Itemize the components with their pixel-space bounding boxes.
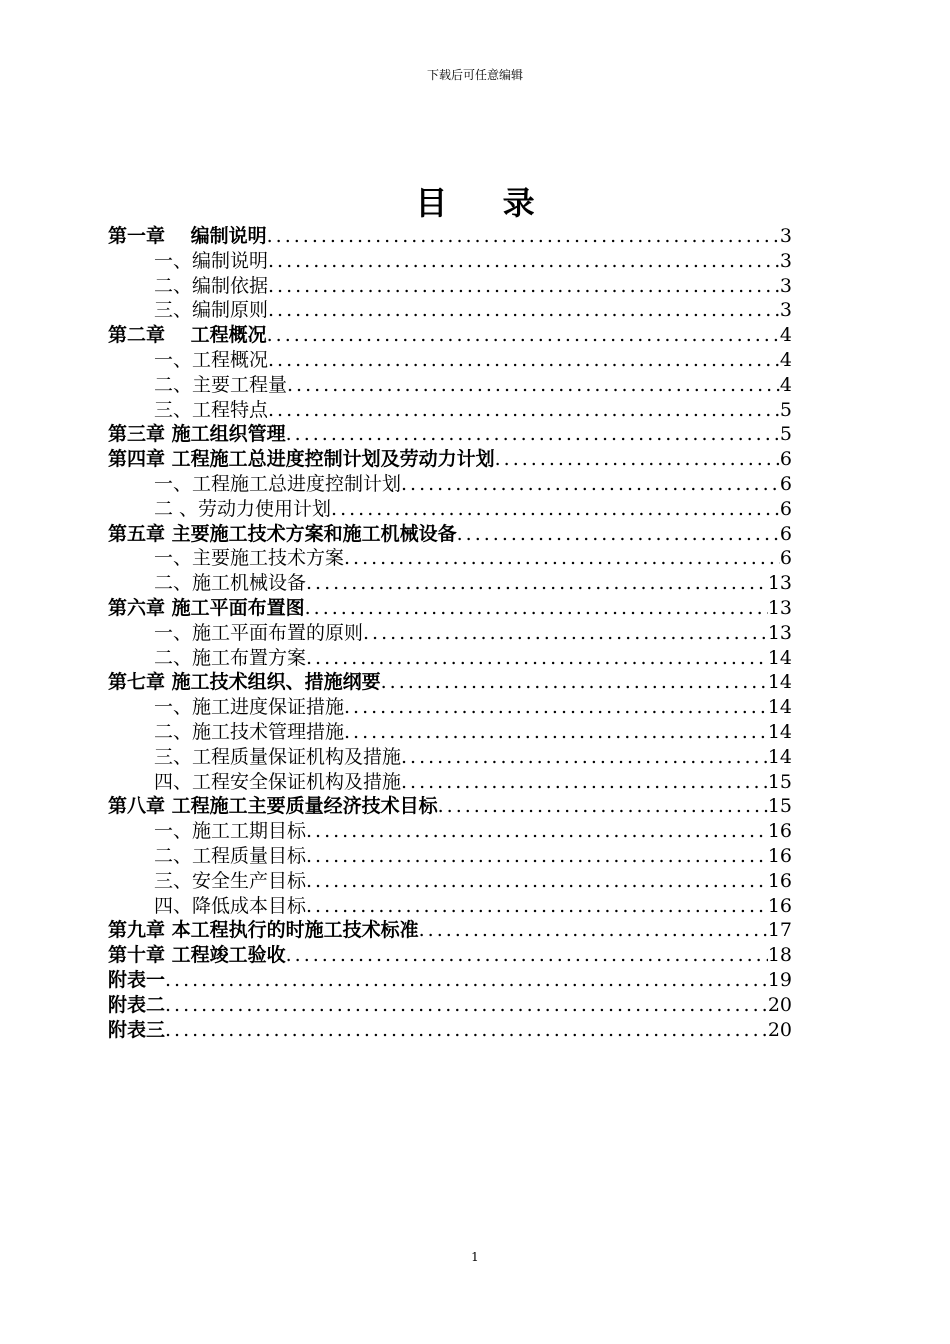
toc-dot-leader: [495, 447, 780, 472]
toc-section-entry[interactable]: [108, 497, 792, 522]
toc-dot-leader: [267, 323, 780, 348]
toc-entry-page: 14: [767, 745, 792, 768]
toc-title: 目 录: [415, 184, 557, 222]
toc-entry-page: 4: [779, 348, 792, 371]
toc-dot-leader: [363, 621, 768, 646]
toc-chapter-entry[interactable]: [108, 918, 792, 943]
toc-dot-leader: [401, 770, 768, 795]
toc-entry-label: 第十章 工程竣工验收: [108, 944, 286, 967]
toc-dot-leader: [165, 1018, 768, 1043]
toc-section-entry[interactable]: [108, 298, 792, 323]
toc-dot-leader: [331, 497, 780, 522]
toc-entry-page: 6: [779, 522, 792, 545]
toc-section-entry[interactable]: [108, 373, 792, 398]
toc-chapter-entry[interactable]: [108, 596, 792, 621]
toc-chapter-entry[interactable]: [108, 224, 792, 249]
toc-section-entry[interactable]: [108, 894, 792, 919]
toc-entry-label: 一、主要施工技术方案: [154, 547, 345, 570]
toc-dot-leader: [287, 373, 780, 398]
toc-entry-page: 14: [767, 696, 792, 719]
toc-chapter-entry[interactable]: [108, 943, 792, 968]
toc-dot-leader: [305, 596, 768, 621]
toc-entry-page: 17: [767, 919, 792, 942]
toc-entry-page: 13: [767, 596, 792, 619]
toc-entry-label: 第七章 施工技术组织、措施纲要: [108, 671, 381, 694]
toc-dot-leader: [306, 819, 768, 844]
toc-entry-page: 13: [767, 572, 792, 595]
table-of-contents: [108, 224, 792, 1042]
toc-section-entry[interactable]: [108, 274, 792, 299]
toc-dot-leader: [268, 398, 780, 423]
toc-dot-leader: [306, 571, 768, 596]
toc-entry-label: 三、安全生产目标: [154, 869, 307, 892]
toc-entry-label: 四、降低成本目标: [154, 894, 307, 917]
toc-entry-label: 三、工程特点: [154, 398, 269, 421]
toc-section-entry[interactable]: [108, 571, 792, 596]
toc-section-entry[interactable]: [108, 249, 792, 274]
toc-section-entry[interactable]: [108, 546, 792, 571]
toc-entry-page: 16: [767, 844, 792, 867]
toc-entry-label: 二、施工机械设备: [154, 572, 307, 595]
page-number: 1: [471, 1250, 479, 1264]
toc-section-entry[interactable]: [108, 819, 792, 844]
toc-entry-label: 一、工程施工总进度控制计划: [154, 472, 402, 495]
toc-dot-leader: [268, 274, 780, 299]
toc-entry-label: 一、施工平面布置的原则: [154, 621, 364, 644]
toc-entry-page: 6: [779, 472, 792, 495]
toc-entry-label: 二、施工布置方案: [154, 646, 307, 669]
toc-entry-label: 三、工程质量保证机构及措施: [154, 745, 402, 768]
toc-section-entry[interactable]: [108, 720, 792, 745]
toc-dot-leader: [267, 224, 780, 249]
toc-entry-page: 3: [779, 274, 792, 297]
toc-section-entry[interactable]: [108, 745, 792, 770]
toc-entry-label: 二 、劳动力使用计划: [154, 497, 332, 520]
toc-chapter-entry[interactable]: [108, 993, 792, 1018]
toc-dot-leader: [286, 943, 768, 968]
toc-entry-page: 5: [779, 423, 792, 446]
toc-entry-page: 3: [779, 225, 792, 247]
toc-chapter-entry[interactable]: [108, 1018, 792, 1043]
toc-entry-page: 16: [767, 869, 792, 892]
toc-entry-label: 二、工程质量目标: [154, 844, 307, 867]
toc-entry-label: 第四章 工程施工总进度控制计划及劳动力计划: [108, 448, 495, 471]
toc-dot-leader: [165, 968, 768, 993]
toc-section-entry[interactable]: [108, 770, 792, 795]
toc-entry-label: 一、施工工期目标: [154, 820, 307, 843]
toc-entry-label: 附表三: [108, 1018, 166, 1041]
toc-entry-page: 14: [767, 720, 792, 743]
toc-entry-label: 三、编制原则: [154, 299, 269, 322]
toc-dot-leader: [306, 894, 768, 919]
toc-dot-leader: [381, 670, 768, 695]
toc-section-entry[interactable]: [108, 472, 792, 497]
toc-dot-leader: [286, 422, 780, 447]
toc-chapter-entry[interactable]: [108, 968, 792, 993]
toc-dot-leader: [268, 298, 780, 323]
toc-entry-page: 6: [779, 547, 792, 570]
toc-chapter-entry[interactable]: [108, 794, 792, 819]
toc-dot-leader: [306, 869, 768, 894]
page-header: 下载后可任意编辑: [426, 68, 523, 82]
toc-entry-label: 二、编制依据: [154, 274, 269, 297]
toc-entry-label: 一、施工进度保证措施: [154, 696, 345, 719]
toc-entry-label: 二、施工技术管理措施: [154, 720, 345, 743]
toc-dot-leader: [306, 844, 768, 869]
toc-entry-label: 附表一: [108, 968, 166, 991]
toc-dot-leader: [344, 720, 768, 745]
toc-dot-leader: [419, 918, 768, 943]
toc-entry-label: 一、编制说明: [154, 249, 269, 272]
toc-entry-page: 19: [767, 968, 792, 991]
toc-dot-leader: [401, 745, 768, 770]
toc-chapter-entry[interactable]: [108, 447, 792, 472]
toc-section-entry[interactable]: [108, 621, 792, 646]
toc-dot-leader: [268, 249, 780, 274]
toc-entry-page: 6: [779, 497, 792, 520]
toc-entry-label: 第一章 编制说明: [108, 225, 267, 247]
toc-entry-page: 16: [767, 820, 792, 843]
toc-dot-leader: [268, 348, 780, 373]
toc-entry-label: 第二章 工程概况: [108, 324, 267, 347]
toc-entry-label: 一、工程概况: [154, 348, 269, 371]
toc-entry-page: 20: [767, 1018, 792, 1041]
toc-chapter-entry[interactable]: [108, 670, 792, 695]
toc-entry-page: 15: [767, 795, 792, 818]
toc-entry-page: 20: [767, 993, 792, 1016]
toc-entry-label: 第五章 主要施工技术方案和施工机械设备: [108, 522, 457, 545]
toc-entry-page: 14: [767, 646, 792, 669]
toc-entry-label: 二、主要工程量: [154, 373, 288, 396]
toc-entry-page: 3: [779, 249, 792, 272]
toc-chapter-entry[interactable]: [108, 522, 792, 547]
toc-dot-leader: [438, 794, 768, 819]
toc-entry-page: 14: [767, 671, 792, 694]
toc-entry-label: 第八章 工程施工主要质量经济技术目标: [108, 795, 438, 818]
toc-dot-leader: [457, 522, 780, 547]
toc-entry-page: 15: [767, 770, 792, 793]
toc-entry-label: 第六章 施工平面布置图: [108, 596, 305, 619]
toc-entry-page: 13: [767, 621, 792, 644]
toc-section-entry[interactable]: [108, 398, 792, 423]
toc-entry-label: 第九章 本工程执行的时施工技术标准: [108, 919, 419, 942]
toc-chapter-entry[interactable]: [108, 323, 792, 348]
toc-section-entry[interactable]: [108, 646, 792, 671]
toc-entry-page: 18: [767, 944, 792, 967]
toc-entry-page: 16: [767, 894, 792, 917]
toc-entry-page: 4: [779, 324, 792, 347]
toc-section-entry[interactable]: [108, 844, 792, 869]
toc-entry-page: 3: [779, 299, 792, 322]
toc-entry-label: 附表二: [108, 993, 166, 1016]
toc-chapter-entry[interactable]: [108, 422, 792, 447]
toc-dot-leader: [344, 546, 780, 571]
toc-section-entry[interactable]: [108, 869, 792, 894]
toc-entry-label: 第三章 施工组织管理: [108, 423, 286, 446]
toc-entry-page: 5: [779, 398, 792, 421]
toc-dot-leader: [401, 472, 780, 497]
toc-dot-leader: [165, 993, 768, 1018]
toc-entry-label: 四、工程安全保证机构及措施: [154, 770, 402, 793]
toc-dot-leader: [306, 646, 768, 671]
toc-section-entry[interactable]: [108, 348, 792, 373]
toc-dot-leader: [344, 695, 768, 720]
toc-section-entry[interactable]: [108, 695, 792, 720]
toc-entry-page: 6: [779, 448, 792, 471]
toc-entry-page: 4: [779, 373, 792, 396]
